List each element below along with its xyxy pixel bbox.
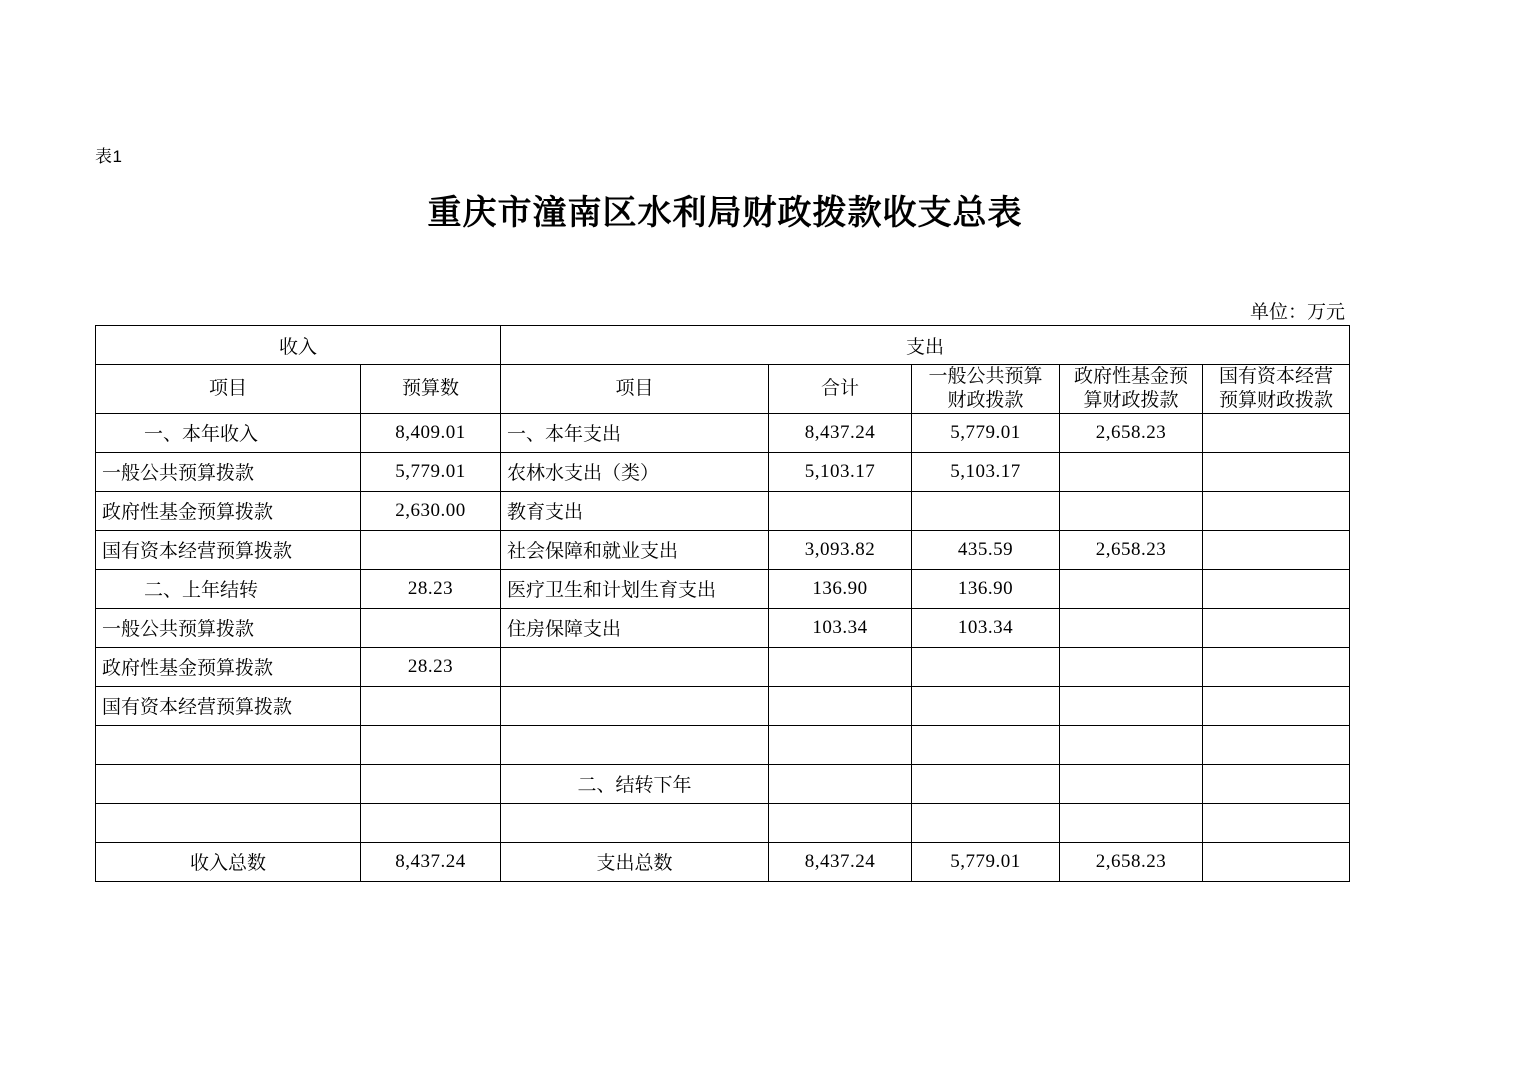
column-header-exp-fund-line2: 算财政拨款 <box>1083 389 1179 411</box>
cell-income-budget <box>361 608 501 647</box>
cell-exp-total: 3,093.82 <box>769 530 912 569</box>
cell-exp-soe <box>1203 491 1350 530</box>
column-header-income-item: 项目 <box>96 365 361 414</box>
cell-exp-item: 农林水支出（类） <box>501 452 769 491</box>
table-row <box>96 491 1350 530</box>
page-title: 重庆市潼南区水利局财政拨款收支总表 <box>427 194 1023 232</box>
cell-income-item: 政府性基金预算拨款 <box>96 491 361 530</box>
cell-income-item: 国有资本经营预算拨款 <box>96 686 361 725</box>
cell-exp-fund <box>1060 608 1203 647</box>
cell-exp-fund <box>1060 764 1203 803</box>
cell-exp-general: 435.59 <box>912 530 1060 569</box>
cell-income-budget <box>361 764 501 803</box>
cell-exp-total <box>769 725 912 764</box>
cell-income-budget: 8,409.01 <box>361 413 501 452</box>
cell-total-exp-label: 支出总数 <box>501 842 769 881</box>
cell-exp-soe <box>1203 725 1350 764</box>
cell-income-item: 国有资本经营预算拨款 <box>96 530 361 569</box>
table-row <box>96 686 1350 725</box>
cell-exp-total <box>769 686 912 725</box>
unit-note: 单位：万元 <box>1249 302 1345 323</box>
cell-exp-fund: 2,658.23 <box>1060 530 1203 569</box>
cell-exp-fund <box>1060 803 1203 842</box>
cell-exp-soe <box>1203 530 1350 569</box>
cell-exp-soe <box>1203 608 1350 647</box>
column-header-exp-fund <box>1060 365 1203 414</box>
cell-income-budget: 2,630.00 <box>361 491 501 530</box>
cell-exp-total: 8,437.24 <box>769 413 912 452</box>
cell-exp-total <box>769 647 912 686</box>
cell-income-item <box>96 803 361 842</box>
column-header-exp-general <box>912 365 1060 414</box>
column-header-exp-total: 合计 <box>769 365 912 414</box>
cell-total-exp-general: 5,779.01 <box>912 842 1060 881</box>
budget-table <box>95 325 1350 882</box>
cell-exp-total <box>769 764 912 803</box>
table-row <box>96 608 1350 647</box>
cell-exp-soe <box>1203 764 1350 803</box>
table-row <box>96 725 1350 764</box>
cell-exp-total: 136.90 <box>769 569 912 608</box>
cell-exp-item <box>501 647 769 686</box>
cell-income-budget <box>361 725 501 764</box>
column-header-exp-soe-line1: 国有资本经营 <box>1219 366 1334 387</box>
cell-exp-fund <box>1060 686 1203 725</box>
table-row <box>96 530 1350 569</box>
cell-income-item <box>96 725 361 764</box>
cell-exp-item <box>501 686 769 725</box>
table-body <box>96 413 1350 881</box>
cell-total-income-value: 8,437.24 <box>361 842 501 881</box>
cell-exp-fund <box>1060 725 1203 764</box>
cell-exp-general: 103.34 <box>912 608 1060 647</box>
table-label: 表1 <box>95 147 123 166</box>
cell-exp-soe <box>1203 569 1350 608</box>
cell-exp-item: 医疗卫生和计划生育支出 <box>501 569 769 608</box>
table-group-header-row <box>96 326 1350 365</box>
cell-income-item <box>96 764 361 803</box>
cell-total-income-label: 收入总数 <box>96 842 361 881</box>
table-row <box>96 452 1350 491</box>
cell-exp-soe <box>1203 803 1350 842</box>
cell-exp-general: 5,779.01 <box>912 413 1060 452</box>
cell-exp-general <box>912 725 1060 764</box>
cell-exp-general: 136.90 <box>912 569 1060 608</box>
table-row <box>96 647 1350 686</box>
cell-exp-general <box>912 803 1060 842</box>
cell-exp-item: 一、本年支出 <box>501 413 769 452</box>
cell-exp-soe <box>1203 686 1350 725</box>
table-row <box>96 413 1350 452</box>
table-total-row <box>96 842 1350 881</box>
cell-total-exp-soe <box>1203 842 1350 881</box>
cell-income-budget <box>361 803 501 842</box>
cell-exp-fund: 2,658.23 <box>1060 413 1203 452</box>
cell-exp-general <box>912 647 1060 686</box>
cell-income-budget: 28.23 <box>361 569 501 608</box>
cell-total-exp-total: 8,437.24 <box>769 842 912 881</box>
group-header-income: 收入 <box>96 326 501 365</box>
column-header-exp-soe <box>1203 365 1350 414</box>
cell-exp-general: 5,103.17 <box>912 452 1060 491</box>
cell-exp-total: 103.34 <box>769 608 912 647</box>
cell-income-budget <box>361 530 501 569</box>
cell-exp-general <box>912 686 1060 725</box>
cell-exp-item <box>501 725 769 764</box>
table-column-header-row <box>96 365 1350 414</box>
cell-exp-fund <box>1060 569 1203 608</box>
table-row <box>96 764 1350 803</box>
cell-income-item: 一般公共预算拨款 <box>96 452 361 491</box>
group-header-expenditure: 支出 <box>501 326 1350 365</box>
column-header-exp-general-line1: 一般公共预算 <box>928 366 1043 387</box>
table-row <box>96 569 1350 608</box>
cell-exp-total <box>769 491 912 530</box>
column-header-exp-soe-line2: 预算财政拨款 <box>1219 389 1334 411</box>
cell-exp-soe <box>1203 413 1350 452</box>
cell-income-budget: 5,779.01 <box>361 452 501 491</box>
cell-total-exp-fund: 2,658.23 <box>1060 842 1203 881</box>
cell-income-item: 政府性基金预算拨款 <box>96 647 361 686</box>
cell-exp-item: 教育支出 <box>501 491 769 530</box>
column-header-income-budget: 预算数 <box>361 365 501 414</box>
column-header-exp-general-line2: 财政拨款 <box>947 389 1024 411</box>
cell-income-budget: 28.23 <box>361 647 501 686</box>
cell-exp-item: 住房保障支出 <box>501 608 769 647</box>
cell-exp-item <box>501 803 769 842</box>
cell-exp-fund <box>1060 452 1203 491</box>
cell-exp-item: 二、结转下年 <box>501 764 769 803</box>
cell-income-item: 二、上年结转 <box>96 569 361 608</box>
table-row <box>96 803 1350 842</box>
cell-income-budget <box>361 686 501 725</box>
cell-exp-fund <box>1060 491 1203 530</box>
cell-exp-total: 5,103.17 <box>769 452 912 491</box>
cell-income-item: 一、本年收入 <box>96 413 361 452</box>
cell-exp-item: 社会保障和就业支出 <box>501 530 769 569</box>
column-header-exp-fund-line1: 政府性基金预 <box>1074 366 1189 387</box>
cell-exp-fund <box>1060 647 1203 686</box>
cell-exp-soe <box>1203 647 1350 686</box>
cell-exp-total <box>769 803 912 842</box>
column-header-exp-item: 项目 <box>501 365 769 414</box>
cell-exp-soe <box>1203 452 1350 491</box>
cell-exp-general <box>912 764 1060 803</box>
cell-exp-general <box>912 491 1060 530</box>
cell-income-item: 一般公共预算拨款 <box>96 608 361 647</box>
